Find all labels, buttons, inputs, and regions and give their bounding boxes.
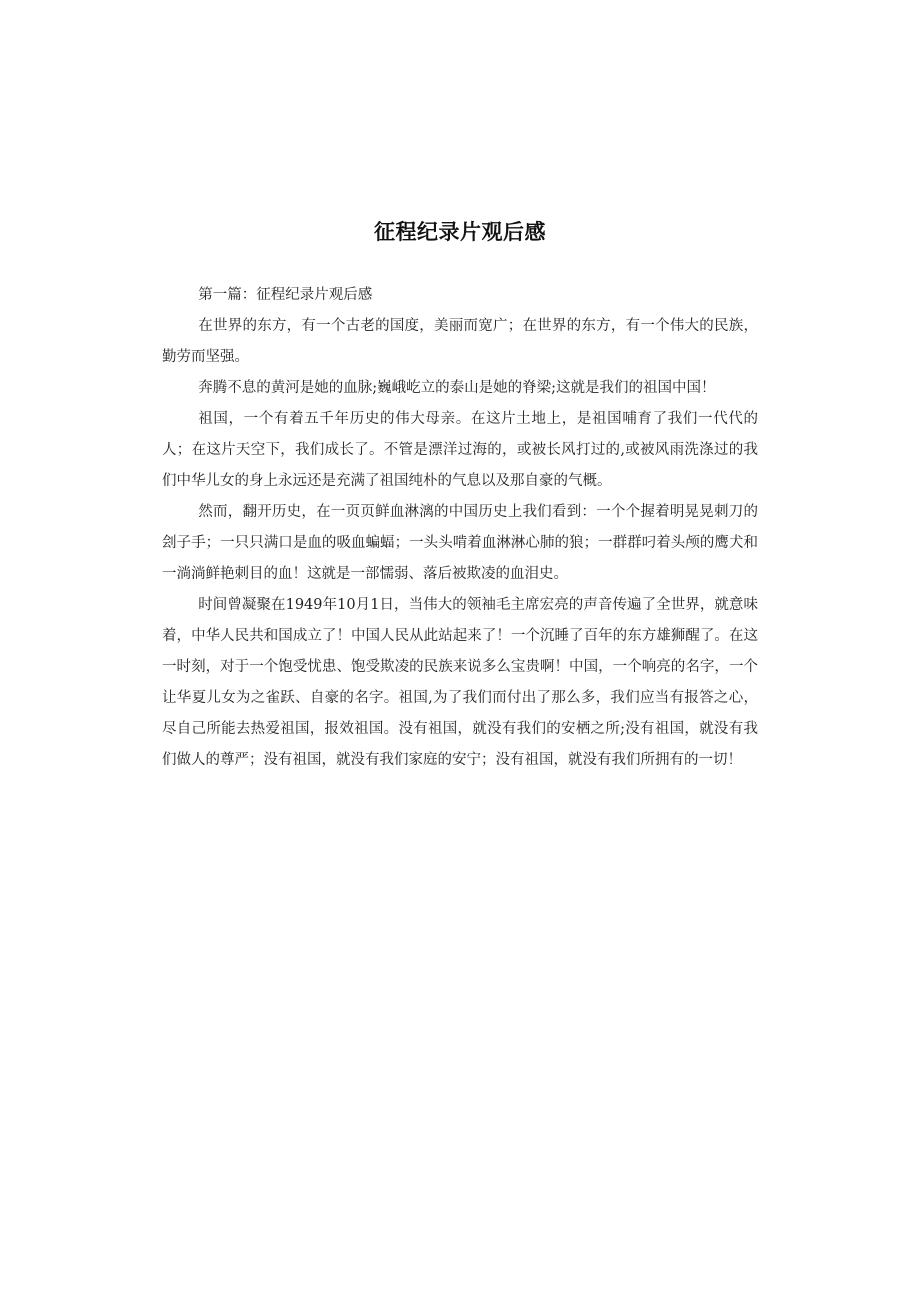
section-heading: 第一篇：征程纪录片观后感 bbox=[198, 287, 373, 303]
paragraph: 奔腾不息的黄河是她的血脉;巍峨屹立的泰山是她的脊梁;这就是我们的祖国中国！ bbox=[198, 380, 716, 396]
page-title: 征程纪录片观后感 bbox=[374, 220, 546, 244]
paragraph: 在世界的东方，有一个古老的国度，美丽而宽广；在世界的东方，有一个伟大的民族，勤劳而坚强。 bbox=[162, 318, 758, 365]
paragraph: 时间曾凝聚在1949年10月1日，当伟大的领袖毛主席宏亮的声音传遍了全世界，就意味着，中华人民共和国成立了！中国人民从此站起来了！一个沉睡了百年的东方雄狮醒了。在这一时刻，对于一个饱受忧患、饱受欺凌的民族来说多么宝贵啊！中国，一个响亮的名字，一个让华夏儿女为之雀跃、自豪的名字。祖国,为了我们而付出了那么多，我们应当有报答之心，尽自己所能去热爱祖国，报效祖国。没有祖国，就没有我们的安栖之所;没有祖国，就没有我们做人的尊严；没有祖国，就没有我们家庭的安宁；没有祖国，就没有我们所拥有的一切！ bbox=[162, 597, 758, 768]
document-body bbox=[162, 280, 758, 776]
paragraph: 然而，翻开历史，在一页页鲜血淋漓的中国历史上我们看到：一个个握着明晃晃刺刀的刽子手；一只只满口是血的吸血蝙蝠；一头头啃着血淋淋心肺的狼；一群群叼着头颅的鹰犬和一淌淌鲜艳刺目的血！这就是一部懦弱、落后被欺凌的血泪史。 bbox=[162, 504, 758, 582]
paragraph: 祖国，一个有着五千年历史的伟大母亲。在这片土地上，是祖国哺育了我们一代代的人；在这片天空下，我们成长了。不管是漂洋过海的，或被长风打过的,或被风雨洗涤过的我们中华儿女的身上永远还是充满了祖国纯朴的气息以及那自豪的气概。 bbox=[162, 411, 758, 489]
